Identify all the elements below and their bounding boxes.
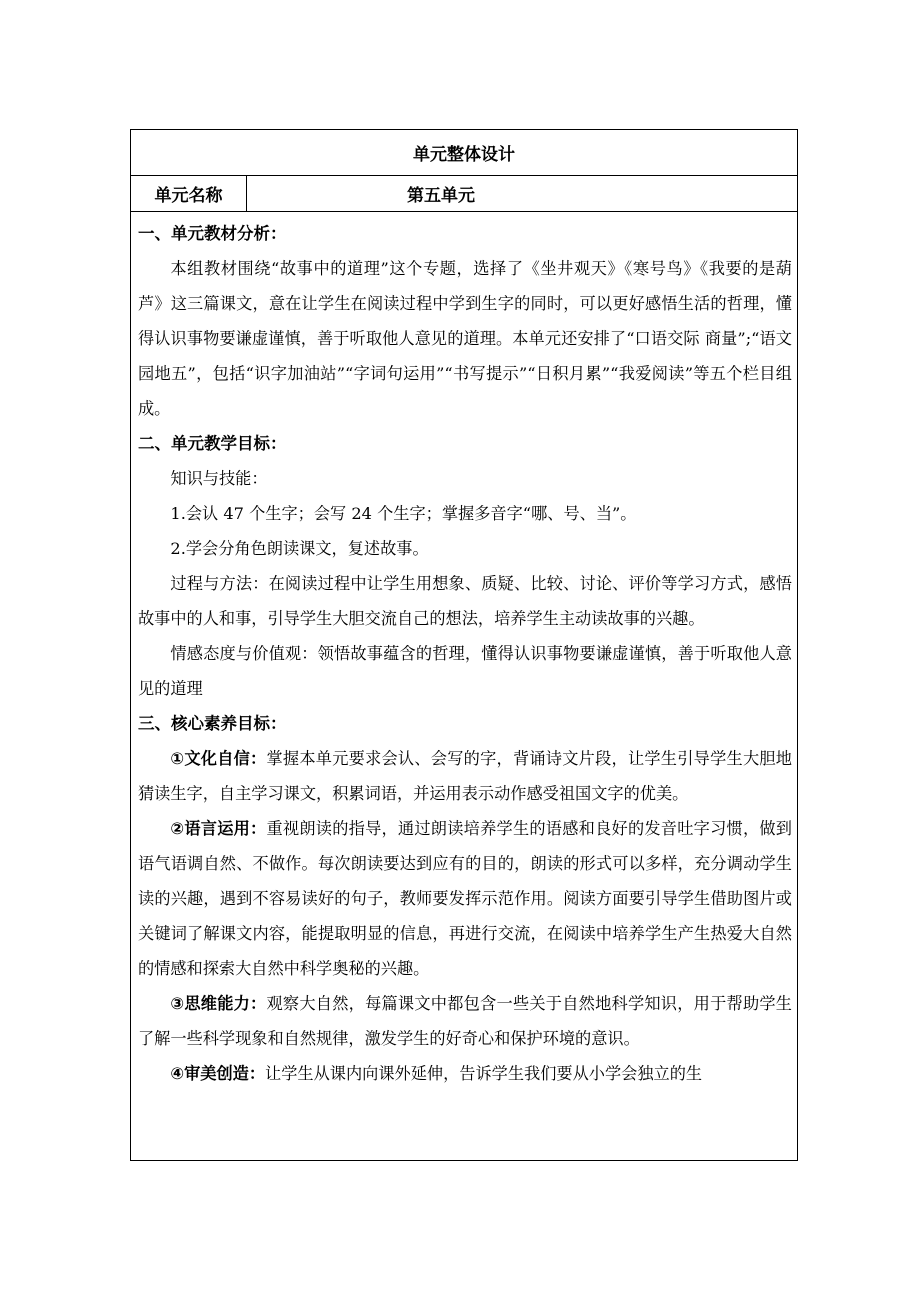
thinking-label: ③思维能力： [170,994,267,1013]
emotion-paragraph: 情感态度与价值观：领悟故事蕴含的哲理，懂得认识事物要谦虚谨慎，善于听取他人意见的道理 [138,644,792,698]
section-heading-literacy: 三、核心素养目标： [138,714,287,733]
language-text: 重视朗读的指导，通过朗读培养学生的语感和良好的发音吐字习惯，做到语气语调自然、不做作。每次朗读要达到应有的目的，朗读的形式可以多样，充分调动学生读的兴趣，遇到不容易读好的句子，教师要发挥示范作用。阅读方面要引导学生借助图片或关键词了解课文内容，能提取明显的信息，再进行交流，在阅读中培养学生产生热爱大自然的情感和探索大自然中科学奥秘的兴趣。 [138,819,792,978]
table-title: 单元整体设计 [131,130,797,176]
section-heading-analysis: 一、单元教材分析： [138,224,287,243]
thinking-text: 观察大自然，每篇课文中都包含一些关于自然地科学知识，用于帮助学生了解一些科学现象和自然规律，激发学生的好奇心和保护环境的意识。 [138,994,792,1048]
culture-label: ①文化自信： [170,749,267,768]
unit-name-label: 单元名称 [131,176,247,211]
aesthetic-paragraph [138,1056,792,1091]
analysis-paragraph: 本组教材围绕“故事中的道理”这个专题，选择了《坐井观天》《寒号鸟》《我要的是葫芦》这三篇课文，意在让学生在阅读过程中学到生字的同时，可以更好感悟生活的哲理，懂得认识事物要谦虚谨慎，善于听取他人意见的道理。本单元还安排了“口语交际 商量”;“语文园地五”，包括“识字加油站”“字词句运用”“书写提示”“日积月累”“我爱阅读”等五个栏目组成。 [138,259,792,418]
thinking-paragraph [138,986,792,1056]
section-heading-goals: 二、单元教学目标： [138,434,287,453]
language-label: ②语言运用： [170,819,267,838]
aesthetic-text: 让学生从课内向课外延伸，告诉学生我们要从小学会独立的生 [265,1064,703,1083]
goal-item-1: 1.会认 47 个生字；会写 24 个生字；掌握多音字“哪、号、当”。 [170,504,637,523]
culture-text: 掌握本单元要求会认、会写的字，背诵诗文片段，让学生引导学生大胆地猜读生字，自主学习课文，积累词语，并运用表示动作感受祖国文字的优美。 [138,749,792,803]
aesthetic-label: ④审美创造： [170,1064,266,1083]
table-content [131,212,797,1091]
goal-item-2: 2.学会分角色朗读课文，复述故事。 [170,539,429,558]
culture-paragraph [138,741,792,811]
language-paragraph [138,811,792,986]
unit-name-row [131,176,797,212]
knowledge-label: 知识与技能： [170,469,268,488]
process-paragraph: 过程与方法：在阅读过程中让学生用想象、质疑、比较、讨论、评价等学习方式，感悟故事中的人和事，引导学生大胆交流自己的想法，培养学生主动读故事的兴趣。 [138,574,792,628]
unit-name-value: 第五单元 [407,186,475,206]
unit-design-table [130,129,798,1161]
